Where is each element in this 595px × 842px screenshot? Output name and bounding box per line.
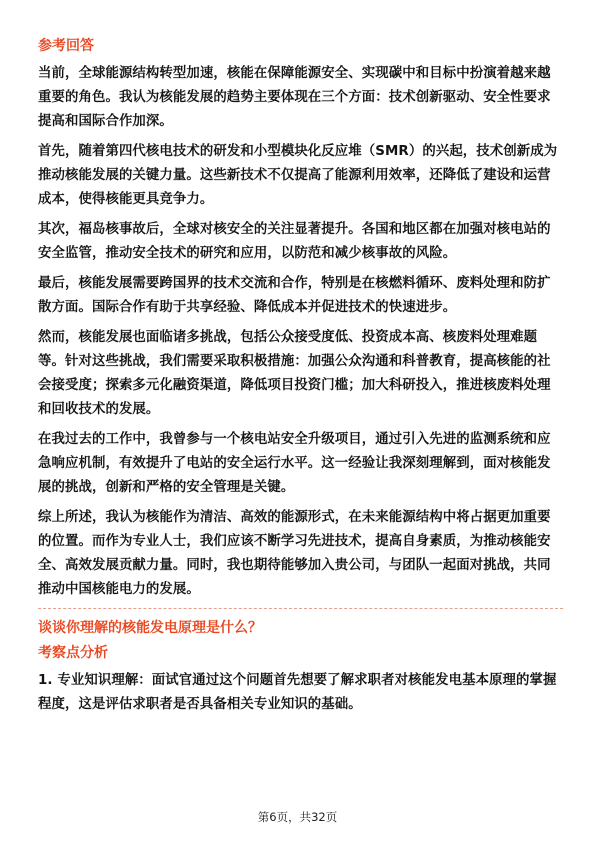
- answer-paragraph-5: 然而，核能发展也面临诸多挑战，包括公众接受度低、投资成本高、核废料处理难题等。针对这些挑战，我们需要采取积极措施：加强公众沟通和科普教育，提高核能的社会接受度；探索多元化融资渠道，降低项目投资门槛；加大科研投入，推进核废料处理和回收技术的发展。: [38, 330, 551, 417]
- analysis-item-1: 1. 专业知识理解：面试官通过这个问题首先想要了解求职者对核能发电基本原理的掌握程度，这是评估求职者是否具备相关专业知识的基础。: [38, 673, 557, 712]
- page-number-footer: 第6页，共32页: [257, 810, 338, 824]
- reference-answer-heading: 参考回答: [38, 38, 94, 54]
- page-content: [38, 36, 563, 723]
- answer-paragraph-4: 最后，核能发展需要跨国界的技术交流和合作，特别是在核燃料循环、废料处理和防扩散方面。国际合作有助于共享经验、降低成本并促进技术的快速进步。: [38, 276, 551, 315]
- answer-paragraph-2: 首先，随着第四代核电技术的研发和小型模块化反应堆（SMR）的兴起，技术创新成为推动核能发展的关键力量。这些新技术不仅提高了能源利用效率，还降低了建设和运营成本，使得核能更具竞争力。: [38, 144, 558, 207]
- answer-paragraph-1: 当前，全球能源结构转型加速，核能在保障能源安全、实现碳中和目标中扮演着越来越重要的角色。我认为核能发展的趋势主要体现在三个方面：技术创新驱动、安全性要求提高和国际合作加深。: [38, 66, 551, 129]
- analysis-heading: 考察点分析: [38, 645, 108, 661]
- answer-paragraph-6: 在我过去的工作中，我曾参与一个核电站安全升级项目，通过引入先进的监测系统和应急响应机制，有效提升了电站的安全运行水平。这一经验让我深刻理解到，面对核能发展的挑战，创新和严格的安全管理是关键。: [38, 432, 551, 495]
- answer-paragraph-7: 综上所述，我认为核能作为清洁、高效的能源形式，在未来能源结构中将占据更加重要的位置。而作为专业人士，我们应该不断学习先进技术，提高自身素质，为推动核能安全、高效发展贡献力量。同时，我也期待能够加入贵公司，与团队一起面对挑战，共同推动中国核能电力的发展。: [38, 510, 551, 597]
- answer-paragraph-3: 其次，福岛核事故后，全球对核安全的关注显著提升。各国和地区都在加强对核电站的安全监管，推动安全技术的研究和应用，以防范和减少核事故的风险。: [38, 222, 551, 261]
- interview-question: 谈谈你理解的核能发电原理是什么？: [38, 620, 262, 636]
- section-divider: [38, 608, 563, 609]
